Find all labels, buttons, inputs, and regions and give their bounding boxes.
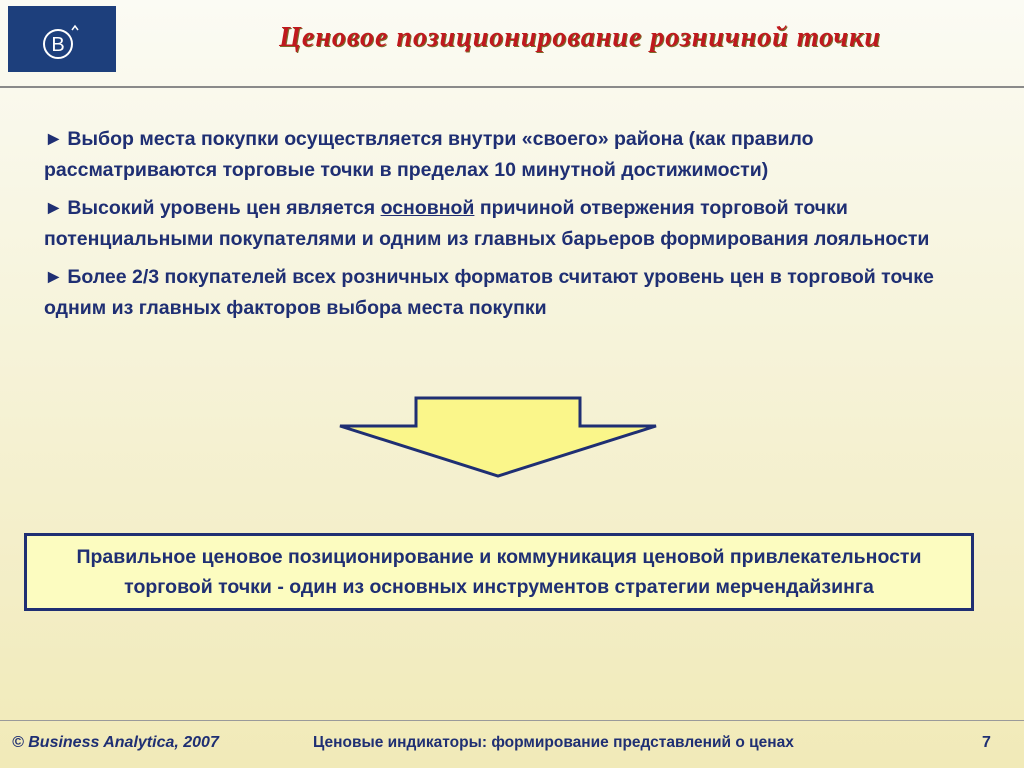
- bullet-text-after: причиной отвержения торговой точки потенциальными покупателями и одним из главных барьеров формирования лояльности: [44, 197, 930, 250]
- bullet-list: [44, 124, 984, 331]
- down-arrow-icon: [338, 396, 662, 480]
- bullet-triangle-icon: ►: [44, 197, 64, 219]
- footer-copyright: © Business Analytica, 2007: [12, 734, 219, 751]
- footer-subtitle: Ценовые индикаторы: формирование представлений о ценах: [313, 734, 794, 751]
- bullet-item-3: [44, 262, 984, 324]
- company-logo: [8, 6, 116, 72]
- bullet-text: Выбор места покупки осуществляется внутри «своего» района (как правило рассматриваются торговые точки в пределах 10 минутной достижимости): [44, 128, 814, 181]
- bullet-item-1: [44, 124, 984, 186]
- bullet-triangle-icon: ►: [44, 128, 64, 150]
- header-divider: [0, 86, 1024, 88]
- callout-line-2: торговой точки - один из основных инструментов стратегии мерчендайзинга: [124, 576, 874, 598]
- slide-title-text: Ценовое позиционирование розничной точки: [279, 22, 881, 53]
- bullet-triangle-icon: ►: [44, 266, 64, 288]
- conclusion-callout: [24, 533, 974, 611]
- footer-divider: [0, 720, 1024, 721]
- bullet-item-2: [44, 193, 984, 255]
- bullet-text-before: Высокий уровень цен является: [67, 197, 381, 219]
- page-number: 7: [982, 734, 991, 751]
- callout-line-1: Правильное ценовое позиционирование и коммуникация ценовой привлекательности: [76, 546, 922, 568]
- bullet-text: Более 2/3 покупателей всех розничных форматов считают уровень цен в торговой точке одним из главных факторов выбора места покупки: [44, 266, 934, 319]
- logo-letter: B: [51, 34, 65, 56]
- slide-title: [140, 22, 1020, 62]
- bullet-underlined-word: основной: [380, 197, 475, 219]
